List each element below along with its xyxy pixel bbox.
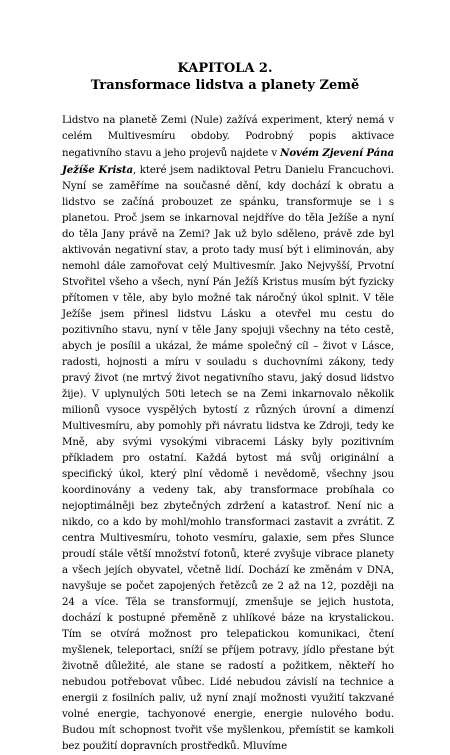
paragraph-text-start: Lidstvo na planetě Zemi (Nule) zažívá experiment, který nemá v celém Multivesmíru obdoby. Podrobný popis aktivace negativního stavu a jeho projevů najdete v [62,115,394,159]
chapter-title: Transformace lidstva a planety Země [90,78,360,93]
book-title-emphasis: Novém Zjevení Pána Ježíše Krista [62,147,394,176]
paragraph-text-rest: , které jsem nadiktoval Petru Danielu Francuchovi. Nyní se zaměříme na současné dění, kdy dochází k obratu a lidstvo se začíná probouzet ze spánku, transformuje se i s planetou. Proč jsem se inkarnoval nejdříve do těla Ježíše a nyní do těla Jany právě na Zemi? Jak už bylo sděleno, právě zde byl aktivován negativní stav, a proto tady musí být i eliminován, aby nemohl dále zamořovat celý Multivesmír. Jako Nejvyšší, Prvotní Stvořitel všeho a všech, nyní Pán Ježíš Kristus musím být fyzicky přítomen v těle, aby bylo možné tak náročný úkol splnit. V těle Ježíše jsem přinesl lidstvu Lásku a otevřel mu cestu do pozitivního stavu, nyní v těle Jany spojuji všechny na této cestě, abych je posílil a ukázal, že máme společný cíl – život v Lásce, radosti, hojnosti a míru v souladu s duchovními zákony, tedy pravý život (ne mrtvý život negativního stavu, jaký dosud lidstvo žije). V uplynulých 50ti letech se na Zemi inkarnovalo několik milionů vysoce vyspělých bytostí z různých úrovní a dimenzí Multivesmíru, aby pomohly při návratu lidstva ke Zdroji, tedy ke Mně, aby svými vysokými vibracemi Lásky byly pozitivním příkladem pro ostatní. Každá bytost má svůj originální a specifický úkol, který plní vědomě i nevědomě, všechny jsou koordinovány a vedeny tak, aby transformace probíhala co nejoptimálněji bez zbytečných zdržení a katastrof. Není nic a nikdo, co a kdo by mohl/mohlo transformaci zastavit a zvrátit. Z centra Multivesmíru, tohoto vesmíru, galaxie, sem přes Slunce proudí stále větší množství fotonů, které zvyšuje vibrace planety a všech jejích obyvatel, včetně lidí. Dochází ke změnám v DNA, navyšuje se počet zapojených řetězců ze 2 až na 12, později na 24 a více. Těla se transformují, zmenšuje se jejich hustota, dochází k postupné přeměně z uhlíkové báze na krystalickou. Tím se otvírá možnost pro telepatickou komunikaci, čtení myšlenek, teleportaci, sníží se příjem potravy, jídlo přestane být životně důležité, ale stane se radostí a požitkem, někteří ho nebudou potřebovat vůbec. Lidé nebudou závislí na technice a energii z fosilních paliv, už nyní znají možnosti využití takzvané volné energie, tachyonové energie, energie nulového bodu. Budou mít schopnost tvořit vše myšlenkou, přemístit se kamkoli bez použití dopravních prostředků. Mluvíme [62,165,394,752]
body-paragraph [62,113,394,755]
chapter-heading: KAPITOLA 2. [177,61,273,76]
